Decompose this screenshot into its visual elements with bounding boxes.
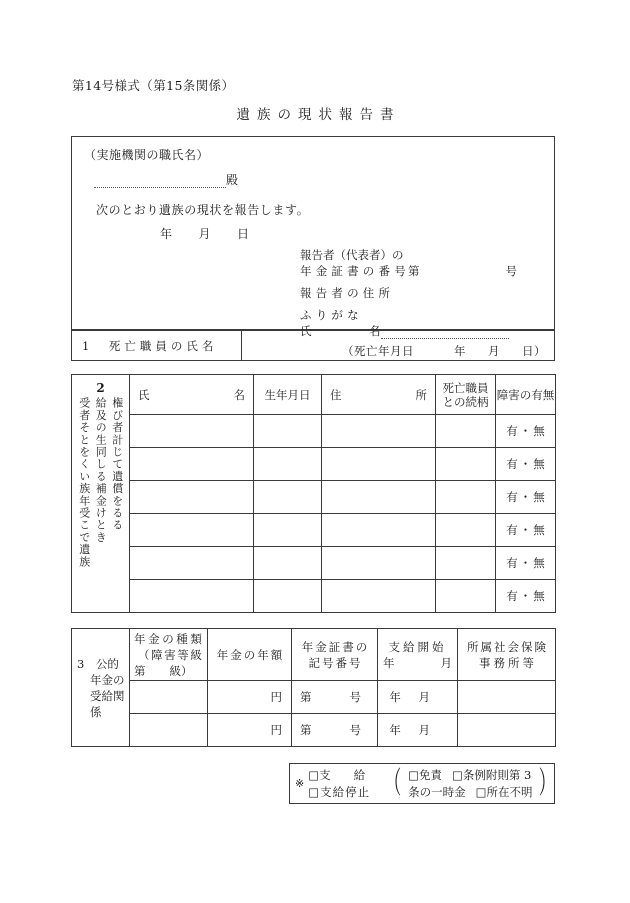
exemption-row1 — [408, 767, 532, 784]
section2-vertical-label — [72, 375, 130, 613]
cell-birthdate[interactable] — [254, 547, 322, 580]
cell-pension-amount[interactable]: 円 — [208, 681, 292, 714]
cell-relation[interactable] — [436, 547, 496, 580]
section2-vtext-col1: 権び者計じて遺償をるる — [110, 397, 124, 532]
cell-birthdate[interactable] — [254, 580, 322, 613]
exemption-row2 — [408, 784, 532, 801]
section2-vtext-col2: 給及の生同しる補金けとき — [94, 397, 108, 544]
cell-symbol-go: 号 — [349, 690, 361, 704]
cell-name[interactable] — [130, 415, 254, 448]
official-use-box — [289, 763, 555, 804]
section3-label-line1: 3 公的 — [77, 656, 119, 671]
deceased-name-value[interactable] — [242, 331, 555, 361]
table-row — [72, 580, 556, 613]
cell-birthdate[interactable] — [254, 415, 322, 448]
payment-status-group — [308, 767, 370, 801]
date-day-label: 日 — [237, 227, 250, 241]
cell-name[interactable] — [130, 448, 254, 481]
death-date-day: 日） — [522, 344, 546, 358]
reporter-title-line: 報告者（代表者）の — [300, 248, 404, 262]
table-row — [72, 331, 555, 361]
checkbox-payment-suspended[interactable]: □支給停止 — [308, 784, 371, 799]
certificate-go: 号 — [505, 264, 517, 278]
header-certificate-symbol-line2: 記号番号 — [308, 655, 363, 670]
table-header-row — [72, 629, 556, 681]
cell-disability[interactable]: 有・無 — [496, 448, 556, 481]
header-pension-grade-line — [134, 663, 207, 679]
cell-disability[interactable]: 有・無 — [496, 514, 556, 547]
header-certificate-symbol — [292, 629, 378, 681]
date-year-label: 年 — [160, 227, 173, 241]
death-date-line — [342, 343, 546, 359]
form-number: 第14号様式（第15条関係） — [72, 78, 235, 93]
header-name-first: 氏 — [138, 387, 150, 402]
cell-pension-kind[interactable] — [130, 714, 208, 747]
section3-label-line4: 係 — [90, 704, 102, 719]
header-insurance-office-line2: 事務所等 — [479, 655, 537, 670]
cell-disability[interactable]: 有・無 — [496, 415, 556, 448]
cell-relation[interactable] — [436, 580, 496, 613]
reporter-certificate-line — [300, 263, 517, 279]
reporter-address-label: 報告者の住所 — [300, 286, 395, 300]
reporter-name-label: 氏 名 — [300, 324, 381, 338]
cell-payment-start[interactable]: 年 月 — [378, 714, 458, 747]
checkbox-ordinance-supplementary[interactable]: □条例附則第 3 — [451, 767, 532, 782]
page-title: 遺族の現状報告書 — [236, 107, 401, 123]
cell-birthdate[interactable] — [254, 514, 322, 547]
table-row — [72, 481, 556, 514]
header-pension-kind-line2: （障害等級 — [138, 647, 204, 662]
cell-name[interactable] — [130, 580, 254, 613]
header-disability: 障害の有無 — [496, 375, 556, 415]
header-name — [130, 375, 254, 415]
grade-dai: 第 — [134, 663, 146, 678]
table-row — [72, 714, 556, 747]
section3-label-line2: 年金の — [90, 672, 125, 687]
table-header-row — [72, 375, 556, 415]
header-address-first: 住 — [330, 387, 342, 402]
header-pension-kind-line1: 年金の種類 — [134, 631, 205, 646]
table-row — [72, 514, 556, 547]
table-row — [72, 547, 556, 580]
cell-address[interactable] — [322, 514, 436, 547]
header-relation — [436, 375, 496, 415]
section3-label — [72, 629, 130, 747]
cell-insurance-office[interactable] — [458, 681, 556, 714]
agency-addressee-line — [94, 171, 238, 188]
cell-relation[interactable] — [436, 481, 496, 514]
cell-address[interactable] — [322, 580, 436, 613]
death-date-month: 月 — [488, 344, 500, 358]
official-use-mark: ※ — [295, 777, 305, 790]
death-date-year: 年 — [454, 344, 466, 358]
cell-address[interactable] — [322, 481, 436, 514]
date-month-label: 月 — [198, 227, 212, 241]
reporter-furigana-line — [300, 307, 517, 323]
section1-table — [71, 330, 555, 361]
cell-payment-start[interactable]: 年 月 — [378, 681, 458, 714]
cell-relation[interactable] — [436, 415, 496, 448]
cell-disability[interactable]: 有・無 — [496, 547, 556, 580]
header-relation-line2: との続柄 — [442, 394, 489, 409]
header-insurance-office — [458, 629, 556, 681]
table-row — [72, 448, 556, 481]
header-insurance-office-line1: 所属社会保険 — [467, 639, 548, 654]
cell-relation[interactable] — [436, 448, 496, 481]
exemption-group: （ □免責 □条例附則第 3 条の一時金 □所在不明 ） — [384, 765, 556, 801]
header-address-last: 所 — [415, 387, 427, 402]
cell-name[interactable] — [130, 514, 254, 547]
checkbox-whereabouts-unknown[interactable]: □所在不明 — [475, 784, 533, 799]
declaration-box — [71, 136, 555, 338]
section3-label-line3: 受給関 — [90, 688, 125, 703]
furigana-label: ふりがな — [300, 308, 363, 322]
cell-certificate-symbol[interactable] — [292, 681, 378, 714]
section2-table — [71, 374, 556, 613]
cell-symbol-dai: 第 — [300, 690, 312, 704]
declaration-sentence: 次のとおり遺族の現状を報告します。 — [96, 203, 310, 217]
cell-birthdate[interactable] — [254, 481, 322, 514]
grade-kyu: 級） — [169, 663, 193, 678]
cell-pension-amount[interactable]: 円 — [208, 714, 292, 747]
header-start-year: 年 — [383, 655, 395, 670]
cell-disability[interactable]: 有・無 — [496, 580, 556, 613]
cell-address[interactable] — [322, 547, 436, 580]
agency-name-input[interactable] — [94, 174, 226, 188]
section2-number: 2 — [96, 381, 105, 395]
table-row — [72, 415, 556, 448]
header-relation-line1: 死亡職員 — [442, 380, 489, 395]
reporter-block — [300, 247, 517, 339]
header-start-month: 月 — [440, 655, 452, 670]
cell-symbol-dai: 第 — [300, 723, 312, 737]
cell-certificate-symbol[interactable] — [292, 714, 378, 747]
cell-pension-kind[interactable] — [130, 681, 208, 714]
header-name-last: 名 — [233, 387, 245, 402]
header-certificate-symbol-line1: 年金証書の — [301, 639, 370, 654]
death-date-prefix: （死亡年月日 — [342, 344, 414, 358]
declaration-date-line — [160, 225, 250, 242]
checkbox-exemption[interactable]: □免責 — [408, 767, 442, 782]
lump-sum-label: 条の一時金 — [408, 784, 466, 799]
cell-relation[interactable] — [436, 514, 496, 547]
section3-table — [71, 628, 556, 747]
dono-suffix: 殿 — [226, 173, 239, 187]
cell-disability[interactable]: 有・無 — [496, 481, 556, 514]
cell-insurance-office[interactable] — [458, 714, 556, 747]
header-birthdate: 生年月日 — [254, 375, 322, 415]
checkbox-payment[interactable]: □支 給 — [308, 767, 366, 782]
deceased-name-label: 1 死亡職員の氏名 — [72, 331, 242, 361]
certificate-number-label: 年金証書の番号 — [300, 264, 410, 278]
header-address — [322, 375, 436, 415]
header-pension-kind — [130, 629, 208, 681]
agency-name-label: （実施機関の職氏名） — [84, 148, 210, 162]
cell-symbol-go: 号 — [349, 723, 361, 737]
certificate-dai: 第 — [408, 264, 420, 278]
table-row — [72, 681, 556, 714]
header-payment-start-line1: 支給開始 — [388, 639, 447, 654]
cell-address[interactable] — [322, 448, 436, 481]
reporter-address-line — [300, 285, 517, 301]
cell-name[interactable] — [130, 547, 254, 580]
section2-vtext-col3: 受者そとをくい族年受こで遺族 — [77, 397, 91, 568]
cell-name[interactable] — [130, 481, 254, 514]
header-payment-start — [378, 629, 458, 681]
cell-address[interactable] — [322, 415, 436, 448]
cell-birthdate[interactable] — [254, 448, 322, 481]
header-pension-amount: 年金の年額 — [208, 629, 292, 681]
